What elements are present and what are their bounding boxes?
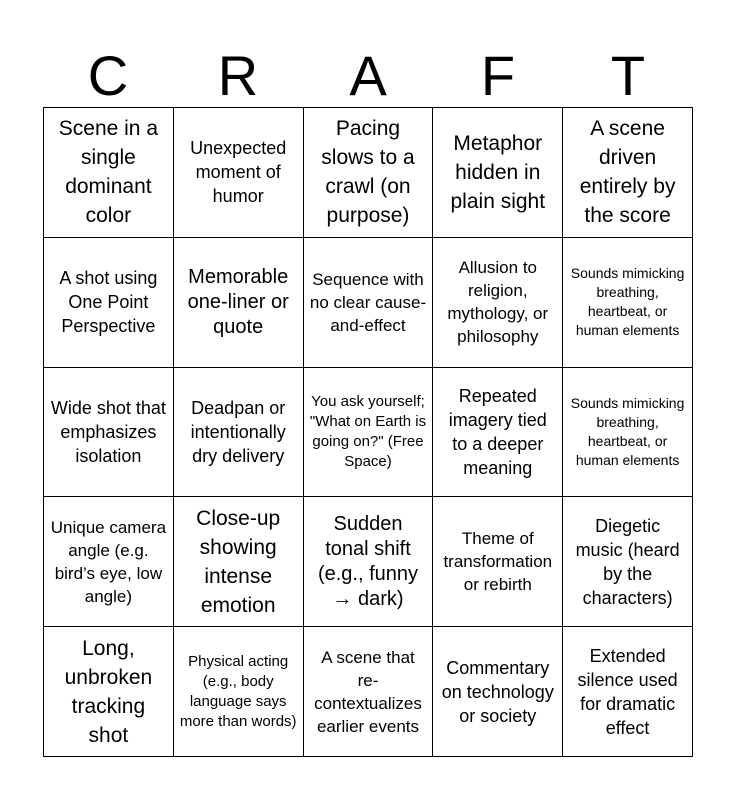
- bingo-cell-r1-c0[interactable]: [44, 238, 174, 368]
- cell-text: Memorable one-liner or quote: [187, 265, 289, 338]
- bingo-cell-r1-c1[interactable]: [174, 238, 304, 368]
- bingo-cell-r0-c1[interactable]: [174, 108, 304, 238]
- cell-text: Close-up showing intense emotion: [196, 506, 281, 617]
- bingo-cell-r3-c2[interactable]: [304, 497, 434, 627]
- cell-text: Sequence with no clear cause-and-effect: [309, 269, 427, 335]
- cell-text: Scene in a single dominant color: [58, 117, 159, 228]
- bingo-cell-r1-c3[interactable]: [433, 238, 563, 368]
- cell-text: Unexpected moment of humor: [190, 138, 287, 207]
- cell-text: Diegetic music (heard by the characters): [575, 515, 680, 608]
- header-letter-t: T: [610, 43, 646, 107]
- cell-text: Metaphor hidden in plain sight: [450, 131, 546, 213]
- cell-text: Physical acting (e.g., body language says more than words): [179, 652, 297, 730]
- cell-text: Allusion to religion, mythology, or philosophy: [447, 258, 549, 347]
- bingo-cell-r2-c1[interactable]: [174, 368, 304, 498]
- cell-text: Theme of transformation or rebirth: [443, 529, 553, 595]
- cell-text: Sounds mimicking breathing, heartbeat, or human elements: [570, 265, 685, 339]
- cell-text: Deadpan or intentionally dry delivery: [190, 397, 286, 466]
- bingo-cell-r2-c2[interactable]: [304, 368, 434, 498]
- cell-text: Repeated imagery tied to a deeper meaning: [448, 385, 547, 478]
- cell-text: Unique camera angle (e.g. bird’s eye, low angle): [50, 517, 167, 606]
- cell-text: Commentary on technology or society: [441, 657, 554, 726]
- bingo-cell-r1-c2[interactable]: [304, 238, 434, 368]
- bingo-cell-r4-c2[interactable]: [304, 627, 434, 757]
- bingo-cell-r0-c2[interactable]: [304, 108, 434, 238]
- bingo-cell-r0-c3[interactable]: [433, 108, 563, 238]
- bingo-cell-r2-c0[interactable]: [44, 368, 174, 498]
- bingo-cell-r2-c3[interactable]: [433, 368, 563, 498]
- bingo-cell-r2-c4[interactable]: [563, 368, 693, 498]
- cell-text: Wide shot that emphasizes isolation: [50, 397, 166, 466]
- bingo-cell-r0-c4[interactable]: [563, 108, 693, 238]
- bingo-board: [43, 107, 693, 757]
- bingo-cell-r4-c4[interactable]: [563, 627, 693, 757]
- cell-text: Sudden tonal shift (e.g., funny → dark): [317, 512, 419, 610]
- cell-text: Extended silence used for dramatic effect: [577, 645, 678, 738]
- bingo-cell-r0-c0[interactable]: [44, 108, 174, 238]
- bingo-header: [43, 44, 693, 107]
- cell-text: You ask yourself; "What on Earth is going on?" (Free Space): [309, 392, 427, 470]
- bingo-cell-r4-c3[interactable]: [433, 627, 563, 757]
- bingo-cell-r1-c4[interactable]: [563, 238, 693, 368]
- cell-text: Sounds mimicking breathing, heartbeat, or human elements: [570, 394, 685, 468]
- header-letter-c: C: [87, 43, 129, 107]
- bingo-cell-r3-c0[interactable]: [44, 497, 174, 627]
- bingo-cell-r3-c1[interactable]: [174, 497, 304, 627]
- bingo-cell-r4-c1[interactable]: [174, 627, 304, 757]
- header-letter-r: R: [217, 43, 259, 107]
- cell-text: A scene driven entirely by the score: [579, 117, 676, 228]
- cell-text: A scene that re-contextualizes earlier events: [314, 647, 422, 736]
- header-letter-a: A: [349, 43, 387, 107]
- cell-text: Pacing slows to a crawl (on purpose): [321, 117, 415, 228]
- cell-text: Long, unbroken tracking shot: [64, 636, 153, 747]
- cell-text: A shot using One Point Perspective: [59, 268, 158, 337]
- header-letter-f: F: [480, 43, 516, 107]
- bingo-cell-r4-c0[interactable]: [44, 627, 174, 757]
- bingo-cell-r3-c3[interactable]: [433, 497, 563, 627]
- bingo-cell-r3-c4[interactable]: [563, 497, 693, 627]
